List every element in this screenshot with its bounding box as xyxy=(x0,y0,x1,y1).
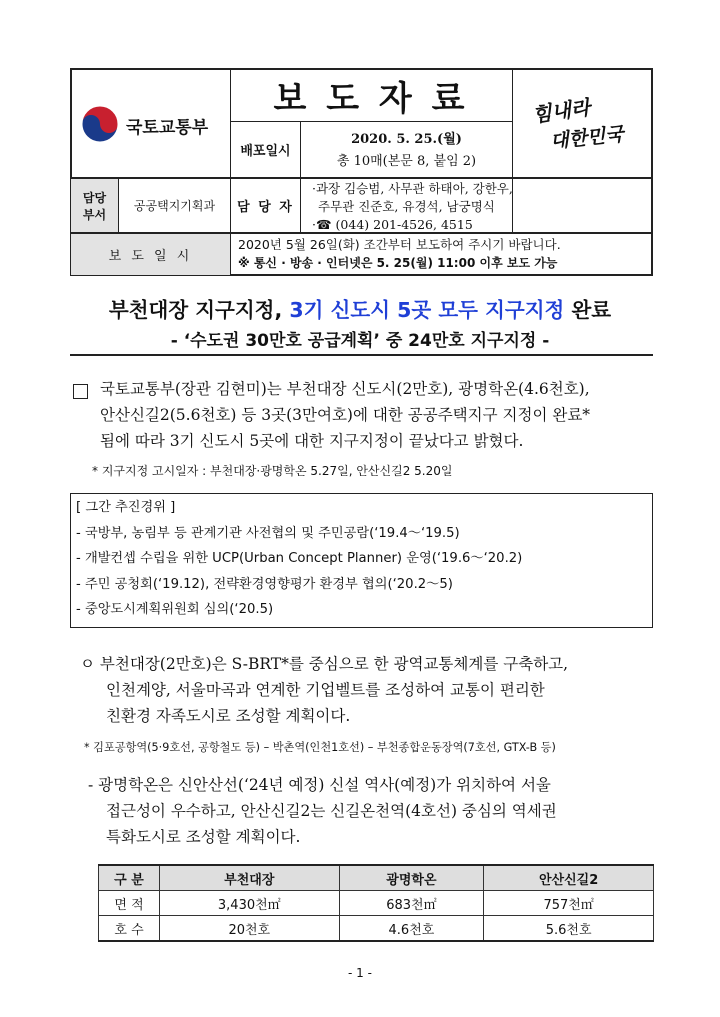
distribution-pages: 총 10매(본문 8, 붙임 2) xyxy=(336,154,477,169)
table-header-row xyxy=(99,865,654,891)
p3-line2: 접근성이 우수하고, 안산신길2는 신길온천역(4호선) 중심의 역세권 xyxy=(106,802,557,820)
release-line2: ※ 통신 · 방송 · 인터넷은 5. 25(월) 11:00 이후 보도 가능 xyxy=(238,256,558,270)
table-header-cell: 부천대장 xyxy=(160,865,340,891)
slogan xyxy=(520,95,648,175)
page-number: - 1 - xyxy=(348,966,372,980)
process-item: - 개발컨셉 수립을 위한 UCP(Urban Concept Planner) 운영(‘19.6～‘20.2) xyxy=(76,551,523,566)
slogan-line1: 힘내라 xyxy=(530,95,592,127)
distribution-date: 2020. 5. 25.(월) xyxy=(351,132,462,147)
table-cell: 683천㎡ xyxy=(339,891,484,916)
table-cell: 면 적 xyxy=(99,891,160,916)
p1-line2: 안산신길2(5.6천호) 등 3곳(3만여호)에 대한 공공주택지구 지정이 완료* xyxy=(100,406,591,424)
headline xyxy=(0,293,720,323)
stats-table xyxy=(98,864,654,942)
paragraph-1 xyxy=(100,376,660,454)
table-cell: 757천㎡ xyxy=(484,891,654,916)
process-item: - 주민 공청회(‘19.12), 전략환경영향평가 환경부 협의(‘20.2～5) xyxy=(76,576,453,592)
contact-info xyxy=(312,180,652,234)
release-line1: 2020년 5월 26일(화) 조간부터 보도하여 주시기 바랍니다. xyxy=(238,237,561,252)
p2-line3: 친환경 자족도시로 조성할 계획이다. xyxy=(106,707,351,725)
table-header-cell: 구 분 xyxy=(99,865,160,891)
table-cell: 3,430천㎡ xyxy=(160,891,340,916)
paragraph-2 xyxy=(80,651,660,729)
distribution-label: 배포일시 xyxy=(240,144,291,159)
p3-line3: 특화도시로 조성할 계획이다. xyxy=(106,828,301,846)
contact-label: 담 당 자 xyxy=(237,200,294,215)
release-label: 보 도 일 시 xyxy=(71,234,230,275)
p2-note: * 김포공항역(5·9호선, 공항철도 등) – 박촌역(인천1호선) – 부천종합운동장역(7호선, GTX-B 등) xyxy=(84,741,556,754)
table-cell: 5.6천호 xyxy=(484,916,654,942)
process-item: - 국방부, 농림부 등 관계기관 사전협의 및 주민공람(‘19.4～‘19.5) xyxy=(76,525,460,541)
table-row xyxy=(99,891,654,916)
headline-subtitle: - ‘수도권 30만호 공급계획’ 중 24만호 지구지정 - xyxy=(170,331,550,351)
square-bullet-icon xyxy=(73,384,88,399)
table-cell: 호 수 xyxy=(99,916,160,942)
p1-note: * 지구지정 고시일자 : 부천대장·광명학온 5.27일, 안산신길2 5.20일 xyxy=(92,464,453,478)
ministry-name: 국토교통부 xyxy=(126,118,209,138)
distribution-info xyxy=(301,128,512,169)
process-box-title: [ 그간 추진경위 ] xyxy=(76,500,176,515)
headline-part2: 3기 신도시 5곳 모두 지구지정 xyxy=(289,298,565,322)
contact-phone: (044) 201-4526, 4515 xyxy=(335,217,473,232)
table-row xyxy=(99,916,654,942)
contact-line1: ·과장 김승범, 사무관 하태아, 강한우, xyxy=(312,181,513,196)
p1-line1: 국토교통부(장관 김현미)는 부천대장 신도시(2만호), 광명학온(4.6천호), xyxy=(100,380,590,398)
ministry-emblem-icon xyxy=(80,104,120,144)
table-cell: 4.6천호 xyxy=(339,916,484,942)
press-title: 보 도 자 료 xyxy=(273,78,469,119)
contact-line2: 주무관 진준호, 유경석, 남궁명식 xyxy=(318,199,495,214)
table-cell: 20천호 xyxy=(160,916,340,942)
process-box-content xyxy=(76,495,651,623)
contact-phone-row xyxy=(312,216,652,234)
process-item: - 중앙도시계획위원회 심의(‘20.5) xyxy=(76,602,274,617)
dept-name: 공공택지기획과 xyxy=(133,199,216,213)
p2-line2: 인천계양, 서울마곡과 연계한 기업벨트를 조성하여 교통이 편리한 xyxy=(106,681,545,699)
slogan-line2: 대한민국 xyxy=(549,123,625,153)
headline-part1: 부천대장 지구지정, xyxy=(108,298,290,322)
ministry-logo xyxy=(80,100,225,150)
phone-icon: ·☎ xyxy=(312,217,336,232)
headline-part3: 완료 xyxy=(564,298,612,322)
paragraph-3 xyxy=(88,772,660,850)
table-header-cell: 안산신길2 xyxy=(484,865,654,891)
dept-label: 담당 부서 xyxy=(71,179,118,232)
release-info xyxy=(238,236,652,272)
p3-line1: - 광명학온은 신안산선(‘24년 예정) 신설 역사(예정)가 위치하여 서울 xyxy=(88,776,551,794)
p1-line3: 됨에 따라 3기 신도시 5곳에 대한 지구지정이 끝났다고 밝혔다. xyxy=(100,432,524,450)
p2-line1: ㅇ 부천대장(2만호)은 S-BRT*를 중심으로 한 광역교통체계를 구축하고, xyxy=(80,655,569,673)
table-header-cell: 광명학온 xyxy=(339,865,484,891)
